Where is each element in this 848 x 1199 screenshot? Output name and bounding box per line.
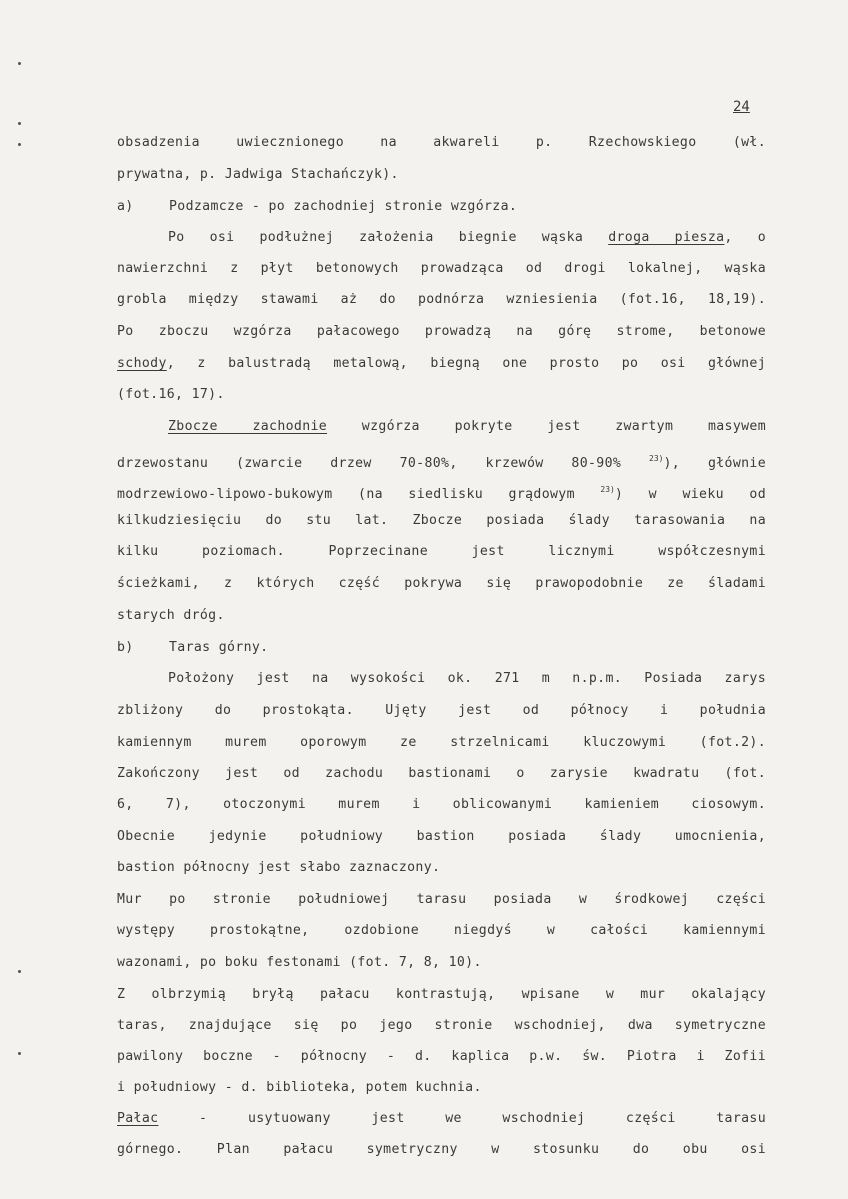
text-line: (fot.16, 17). [117,387,225,402]
text-line: i południowy - d. biblioteka, potem kuchnia. [117,1080,482,1095]
text-span: drzewostanu (zwarcie drzew 70-80%, krzewów 80-90% [117,456,650,471]
text-span: ) w wieku od [614,487,766,502]
margin-mark [18,1052,21,1055]
text-line: obsadzenia uwiecznionego na akwareli p. Rzechowskiego (wł. [117,135,766,150]
underlined-term: droga piesza [608,230,725,245]
text-line: pawilony boczne - północny - d. kaplica p.w. św. Piotra i Zofii [117,1049,766,1064]
list-label: b) [117,640,134,655]
text-span: ), głównie [663,456,766,471]
text-line [168,229,766,247]
margin-mark [18,143,21,146]
text-span: modrzewiowo-lipowo-bukowym (na siedlisku grądowym [117,487,601,502]
text-line: Mur po stronie południowej tarasu posiada w środkowej części [117,892,766,907]
list-item-b [117,639,766,657]
text-line: kamiennym murem oporowym ze strzelnicami kluczowymi (fot.2). [117,735,766,750]
text-line: górnego. Plan pałacu symetryczny w stosunku do obu osi [117,1142,766,1157]
text-line: nawierzchni z płyt betonowych prowadząca od drogi lokalnej, wąska [117,261,766,276]
text-line: wazonami, po boku festonami (fot. 7, 8, 10). [117,955,482,970]
text-line [117,481,766,504]
text-line: występy prostokątne, ozdobione niegdyś w całości kamiennymi [117,923,766,938]
text-span: Po osi podłużnej założenia biegnie wąska [168,230,609,245]
text-line: kilkudziesięciu do stu lat. Zbocze posiada ślady tarasowania na [117,513,766,528]
text-line [168,418,766,436]
footnote-ref: 23) [649,454,664,463]
margin-mark [18,62,21,65]
list-label: a) [117,199,134,214]
page-number: 24 [733,99,750,115]
text-line [117,1110,766,1128]
text-line: Z olbrzymią bryłą pałacu kontrastują, wpisane w mur okalający [117,987,766,1002]
text-line: prywatna, p. Jadwiga Stachańczyk). [117,167,399,182]
section-heading: Taras górny. [169,640,269,655]
text-line [117,355,766,373]
text-span: , z balustradą metalową, biegną one prosto po osi głównej [166,356,766,371]
text-line: Położony jest na wysokości ok. 271 m n.p.m. Posiada zarys [168,671,766,686]
text-line: starych dróg. [117,608,225,623]
text-line: Po zboczu wzgórza pałacowego prowadzą na górę strome, betonowe [117,324,766,339]
text-line: Obecnie jedynie południowy bastion posiada ślady umocnienia, [117,829,766,844]
text-span: wzgórza pokryte jest zwartym masywem [327,419,766,434]
text-line: bastion północny jest słabo zaznaczony. [117,860,441,875]
text-line: taras, znajdujące się po jego stronie wschodniej, dwa symetryczne [117,1018,766,1033]
text-line: grobla między stawami aż do podnórza wzniesienia (fot.16, 18,19). [117,292,766,307]
text-line: ścieżkami, z których część pokrywa się prawopodobnie ze śladami [117,576,766,591]
margin-mark [18,122,21,125]
footnote-ref: 23) [600,485,615,494]
underlined-term: Pałac [117,1111,159,1126]
underlined-term: schody [117,356,167,371]
text-line: Zakończony jest od zachodu bastionami o zarysie kwadratu (fot. [117,766,766,781]
text-line: zbliżony do prostokąta. Ujęty jest od północy i południa [117,703,766,718]
text-line: kilku poziomach. Poprzecinane jest licznymi współczesnymi [117,544,766,559]
text-span: , o [724,230,766,245]
underlined-term: Zbocze zachodnie [168,419,328,434]
list-item-a [117,198,766,216]
margin-mark [18,970,21,973]
text-span: - usytuowany jest we wschodniej części tarasu [158,1111,766,1126]
text-line [117,450,766,473]
section-heading: Podzamcze - po zachodniej stronie wzgórza. [169,199,518,214]
text-line: 6, 7), otoczonymi murem i oblicowanymi kamieniem ciosowym. [117,797,766,812]
